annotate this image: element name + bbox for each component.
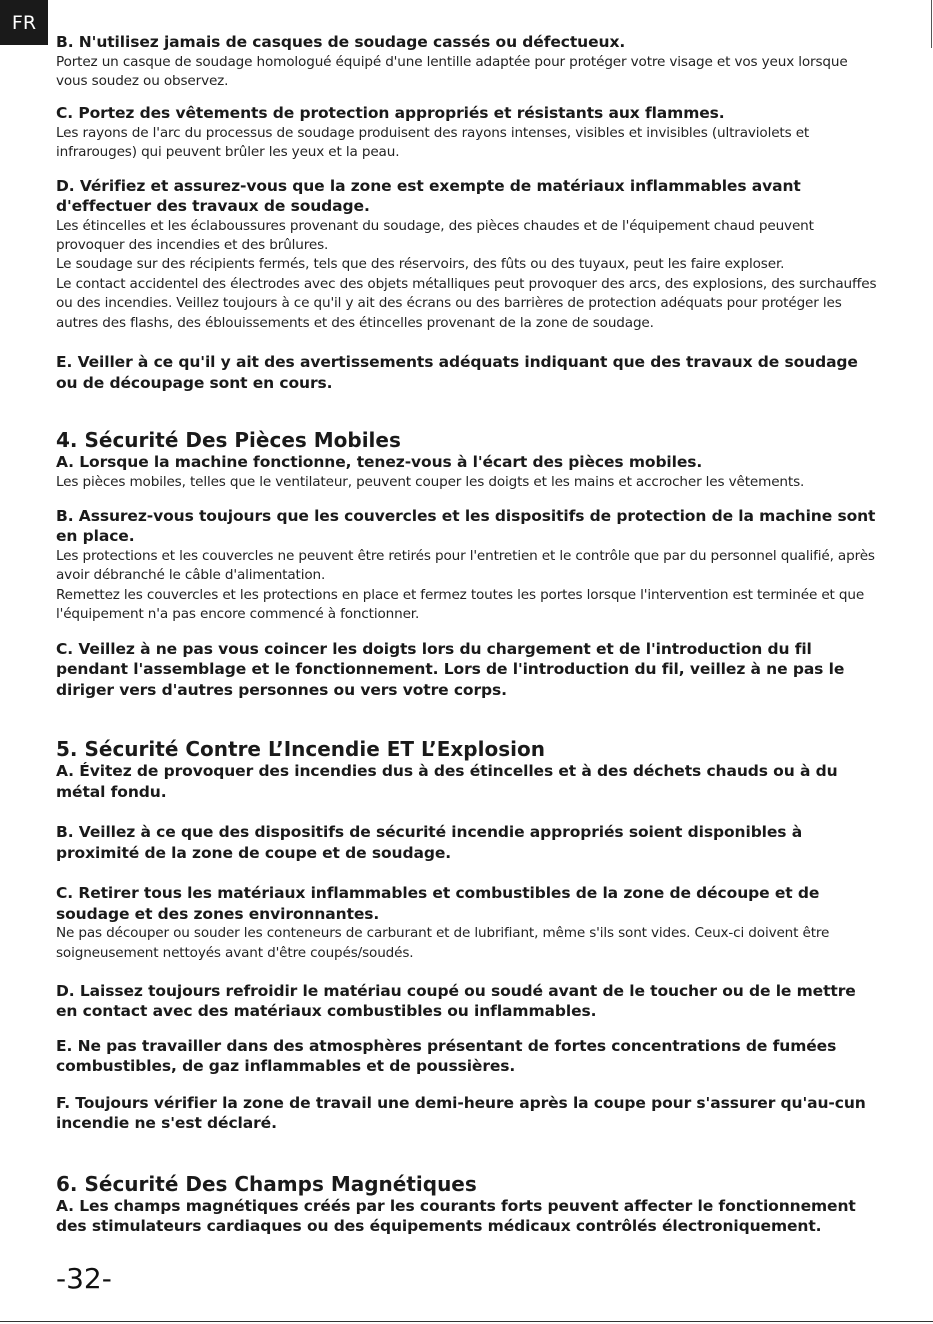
safety-item (56, 176, 878, 333)
item-heading: D. Vérifiez et assurez-vous que la zone est exempte de matériaux inflammables avant d'effectuer des travaux de soudage. (56, 176, 801, 216)
item-heading: B. Veillez à ce que des dispositifs de sécurité incendie appropriés soient disponibles à proximité de la zone de coupe et de soudage. (56, 823, 803, 862)
safety-item (56, 883, 878, 963)
safety-item (56, 981, 878, 1022)
item-body-text: Le contact accidentel des électrodes avec des objets métalliques peut provoquer des arcs, des explosions, des surchauffes ou des incendies. Veillez toujours à ce qu'il y ait des écrans ou des barrières de protection adéquats pour protéger les autres des flashs, des éblouissements et des étincelles provenant de la zone de soudage. (56, 275, 877, 331)
safety-item (56, 761, 878, 802)
page-number: -32- (56, 1262, 112, 1295)
item-body-text: Les pièces mobiles, telles que le ventilateur, peuvent couper les doigts et les mains et accrocher les vêtements. (56, 473, 805, 490)
section (56, 737, 878, 761)
item-body-text: Les rayons de l'arc du processus de soudage produisent des rayons intenses, visibles et invisibles (ultraviolets et infrarouges) qui peuvent brûler les yeux et la peau. (56, 124, 810, 161)
item-heading: A. Les champs magnétiques créés par les courants forts peuvent affecter le fonctionnement des stimulateurs cardiaques ou des équipements médicaux contrôlés électroniquement. (56, 1196, 856, 1236)
item-body-text: Le soudage sur des récipients fermés, tels que des réservoirs, des fûts ou des tuyaux, peut les faire exploser. (56, 256, 785, 273)
section (56, 1172, 878, 1196)
safety-item (56, 639, 878, 701)
safety-item (56, 506, 878, 625)
item-heading: B. N'utilisez jamais de casques de soudage cassés ou défectueux. (56, 33, 626, 51)
item-heading: C. Retirer tous les matériaux inflammables et combustibles de la zone de découpe et de soudage et des zones environnantes. (56, 884, 820, 923)
item-body-text: Ne pas découper ou souder les conteneurs de carburant et de lubrifiant, même s'ils sont vides. Ceux-ci doivent être soigneusement nettoyés avant d'être coupés/soudés. (56, 925, 830, 961)
item-body-text: Remettez les couvercles et les protections en place et fermez toutes les portes lorsque l'intervention est terminée et que l'équipement n'a pas encore commencé à fonctionner. (56, 586, 865, 623)
item-heading: C. Veillez à ne pas vous coincer les doigts lors du chargement et de l'introduction du fil pendant l'assemblage et le fonctionnement. Lors de l'introduction du fil, veillez à ne pas le diriger vers d'autres personnes ou vers votre corps. (56, 639, 845, 699)
item-heading: E. Ne pas travailler dans des atmosphères présentant de fortes concentrations de fumées combustibles, de gaz inflammables et de poussières. (56, 1036, 837, 1076)
safety-item (56, 1093, 878, 1134)
item-heading: E. Veiller à ce qu'il y ait des avertissements adéquats indiquant que des travaux de soudage ou de découpage sont en cours. (56, 353, 858, 392)
bottom-rule (0, 1321, 933, 1322)
item-heading: D. Laissez toujours refroidir le matériau coupé ou soudé avant de le toucher ou de le mettre en contact avec des matériaux combustibles ou inflammables. (56, 981, 856, 1021)
safety-item (56, 32, 878, 91)
edge-divider (931, 0, 932, 48)
section (56, 428, 878, 452)
safety-item (56, 1196, 878, 1237)
section-title: 5. Sécurité Contre L’Incendie ET L’Explosion (56, 737, 545, 762)
safety-item (56, 352, 878, 393)
language-tab: FR (0, 0, 48, 45)
item-heading: A. Évitez de provoquer des incendies dus à des étincelles et à des déchets chauds ou à du métal fondu. (56, 762, 838, 801)
item-body-text: Les protections et les couvercles ne peuvent être retirés pour l'entretien et le contrôle que par du personnel qualifié, après avoir débranché le câble d'alimentation. (56, 547, 875, 584)
safety-item (56, 822, 878, 863)
item-heading: C. Portez des vêtements de protection appropriés et résistants aux flammes. (56, 104, 725, 123)
section-title: 6. Sécurité Des Champs Magnétiques (56, 1171, 477, 1196)
item-heading: A. Lorsque la machine fonctionne, tenez-vous à l'écart des pièces mobiles. (56, 453, 703, 472)
document-content (56, 32, 878, 1237)
safety-item (56, 1036, 878, 1077)
item-body-text: Les étincelles et les éclaboussures provenant du soudage, des pièces chaudes et de l'équipement chaud peuvent provoquer des incendies et des brûlures. (56, 217, 814, 254)
item-body-text: Portez un casque de soudage homologué équipé d'une lentille adaptée pour protéger votre visage et vos yeux lorsque vous soudez ou observez. (56, 53, 848, 89)
safety-item (56, 452, 878, 492)
safety-item (56, 103, 878, 162)
item-heading: B. Assurez-vous toujours que les couvercles et les dispositifs de protection de la machine sont en place. (56, 506, 876, 546)
section-title: 4. Sécurité Des Pièces Mobiles (56, 428, 401, 453)
item-heading: F. Toujours vérifier la zone de travail une demi-heure après la coupe pour s'assurer qu'au-cun incendie ne s'est déclaré. (56, 1093, 866, 1133)
